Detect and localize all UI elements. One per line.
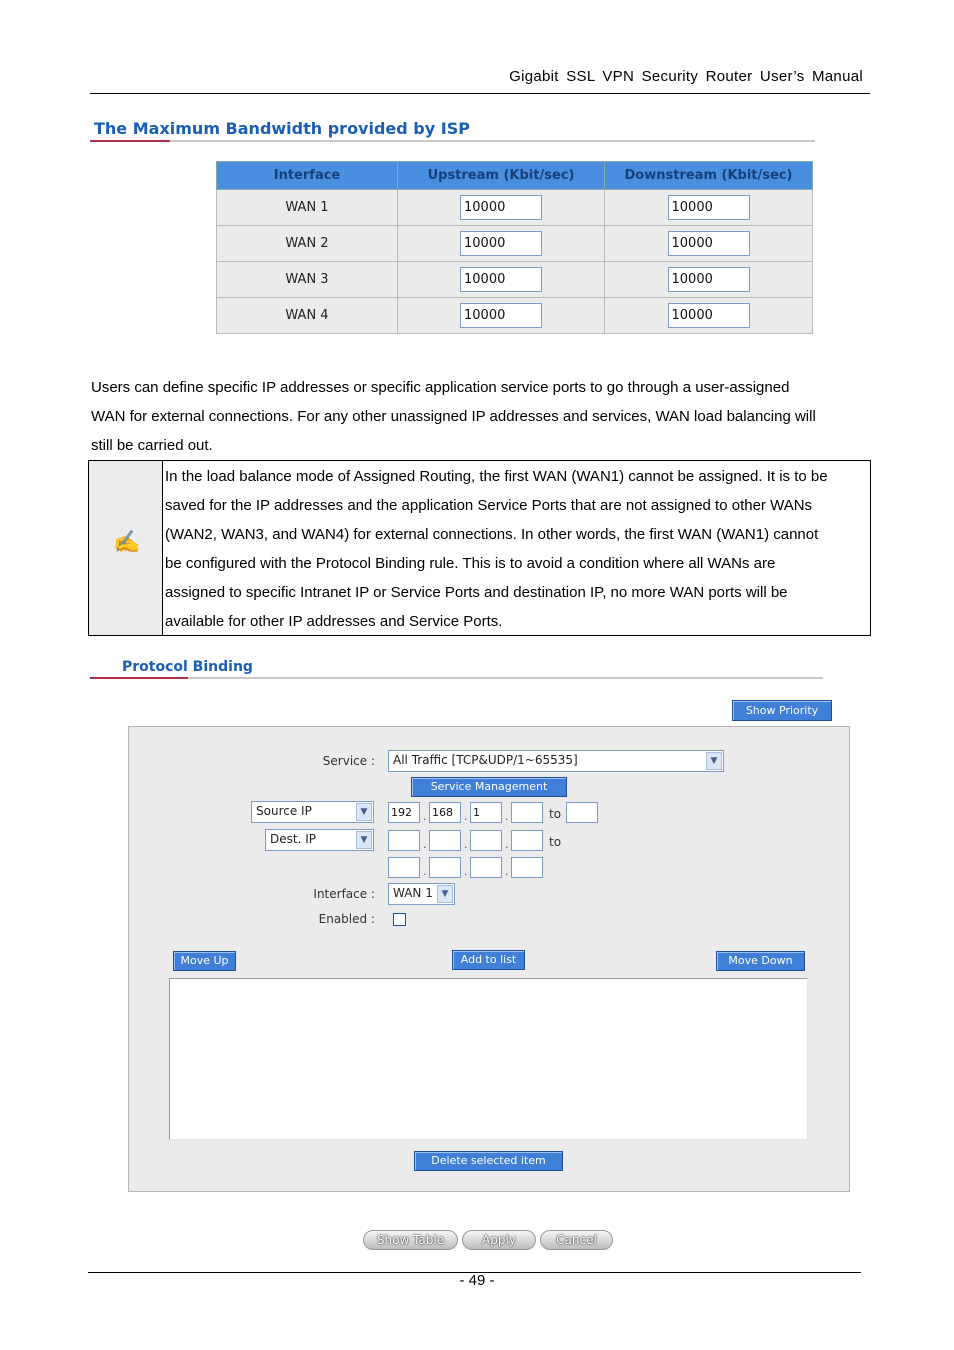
upstream-input[interactable]: 10000 (460, 231, 542, 256)
upstream-input[interactable]: 10000 (460, 303, 542, 328)
dest-ip-to-octet-2[interactable] (429, 857, 461, 878)
chevron-down-icon: ▼ (356, 803, 372, 821)
downstream-input[interactable]: 10000 (668, 231, 750, 256)
manual-title: Gigabit SSL VPN Security Router User’s Manual (509, 68, 863, 85)
interface-name: WAN 4 (217, 298, 398, 334)
note-text (165, 462, 870, 636)
chevron-down-icon: ▼ (437, 885, 453, 903)
source-ip-select[interactable] (251, 801, 374, 823)
source-ip-to[interactable] (566, 802, 598, 823)
source-ip-octet-3[interactable]: 1 (470, 802, 502, 823)
service-select-value: All Traffic [TCP&UDP/1~65535] (393, 753, 578, 767)
to-label: to (549, 807, 562, 821)
ip-dot: . (505, 810, 509, 823)
enabled-checkbox[interactable] (393, 913, 406, 926)
ip-dot: . (464, 838, 468, 851)
note-box (88, 460, 871, 636)
service-management-button[interactable]: Service Management (411, 777, 567, 797)
body-paragraph (91, 373, 871, 460)
section-underline (90, 677, 823, 679)
chevron-down-icon: ▼ (706, 752, 722, 770)
interface-label: Interface : (313, 887, 375, 901)
dest-ip-to-octet-1[interactable] (388, 857, 420, 878)
downstream-input[interactable]: 10000 (668, 195, 750, 220)
interface-name: WAN 3 (217, 262, 398, 298)
note-icon-cell (89, 461, 163, 635)
section-underline-accent (90, 677, 188, 679)
ip-dot: . (423, 865, 427, 878)
service-label: Service : (322, 754, 375, 768)
to-label: to (549, 835, 562, 849)
ip-dot: . (505, 865, 509, 878)
section-underline-accent (90, 140, 170, 142)
col-interface: Interface (217, 162, 398, 190)
show-priority-button[interactable]: Show Priority (732, 700, 832, 721)
ip-dot: . (423, 838, 427, 851)
dest-ip-select[interactable] (265, 829, 374, 851)
apply-button[interactable]: Apply (462, 1230, 536, 1250)
header-divider (90, 93, 870, 94)
page-number: - 49 - (459, 1272, 495, 1289)
dest-ip-octet-1[interactable] (388, 830, 420, 851)
source-ip-octet-2[interactable]: 168 (429, 802, 461, 823)
note-line: (WAN2, WAN3, and WAN4) for external connections. In other words, the first WAN (WAN1) cannot (165, 526, 819, 543)
dest-ip-octet-3[interactable] (470, 830, 502, 851)
protocol-binding-title: Protocol Binding (122, 659, 253, 675)
delete-selected-button[interactable]: Delete selected item (414, 1151, 563, 1171)
source-ip-octet-1[interactable]: 192 (388, 802, 420, 823)
interface-select[interactable] (388, 883, 455, 905)
source-ip-octet-4[interactable] (511, 802, 543, 823)
interface-select-value: WAN 1 (393, 886, 433, 900)
bandwidth-section-title: The Maximum Bandwidth provided by ISP (94, 119, 470, 138)
col-upstream: Upstream (Kbit/sec) (398, 162, 605, 190)
ip-dot: . (464, 810, 468, 823)
service-select[interactable] (388, 750, 724, 772)
chevron-down-icon: ▼ (356, 831, 372, 849)
move-down-button[interactable]: Move Down (716, 951, 805, 971)
paragraph-line: still be carried out. (91, 437, 213, 454)
table-row (217, 226, 813, 262)
show-table-button[interactable]: Show Table (363, 1230, 458, 1250)
dest-ip-select-value: Dest. IP (270, 832, 316, 846)
ip-dot: . (464, 865, 468, 878)
interface-name: WAN 1 (217, 190, 398, 226)
ip-dot: . (505, 838, 509, 851)
cancel-button[interactable]: Cancel (540, 1230, 613, 1250)
paragraph-line: WAN for external connections. For any other unassigned IP addresses and services, WAN load balancing will (91, 408, 816, 425)
move-up-button[interactable]: Move Up (173, 951, 236, 971)
binding-rule-list[interactable] (169, 978, 808, 1140)
upstream-input[interactable]: 10000 (460, 195, 542, 220)
upstream-input[interactable]: 10000 (460, 267, 542, 292)
ip-dot: . (423, 810, 427, 823)
note-line: In the load balance mode of Assigned Routing, the first WAN (WAN1) cannot be assigned. It is to be (165, 468, 828, 485)
source-ip-select-value: Source IP (256, 804, 312, 818)
bandwidth-table (216, 161, 813, 334)
dest-ip-octet-4[interactable] (511, 830, 543, 851)
table-row (217, 190, 813, 226)
dest-ip-octet-2[interactable] (429, 830, 461, 851)
downstream-input[interactable]: 10000 (668, 267, 750, 292)
dest-ip-to-octet-3[interactable] (470, 857, 502, 878)
note-line: assigned to specific Intranet IP or Service Ports and destination IP, no more WAN ports will be (165, 584, 788, 601)
writing-hand-icon: ✍ (113, 529, 141, 554)
downstream-input[interactable]: 10000 (668, 303, 750, 328)
dest-ip-to-octet-4[interactable] (511, 857, 543, 878)
note-line: be configured with the Protocol Binding rule. This is to avoid a condition where all WANs are (165, 555, 776, 572)
table-row (217, 262, 813, 298)
table-row (217, 298, 813, 334)
note-line: saved for the IP addresses and the application Service Ports that are not assigned to other WANs (165, 497, 813, 514)
interface-name: WAN 2 (217, 226, 398, 262)
section-underline (90, 140, 815, 142)
paragraph-line: Users can define specific IP addresses or specific application service ports to go through a user-assigned (91, 379, 790, 396)
add-to-list-button[interactable]: Add to list (452, 950, 525, 970)
enabled-label: Enabled : (318, 912, 375, 926)
col-downstream: Downstream (Kbit/sec) (605, 162, 813, 190)
note-line: available for other IP addresses and Service Ports. (165, 613, 503, 630)
